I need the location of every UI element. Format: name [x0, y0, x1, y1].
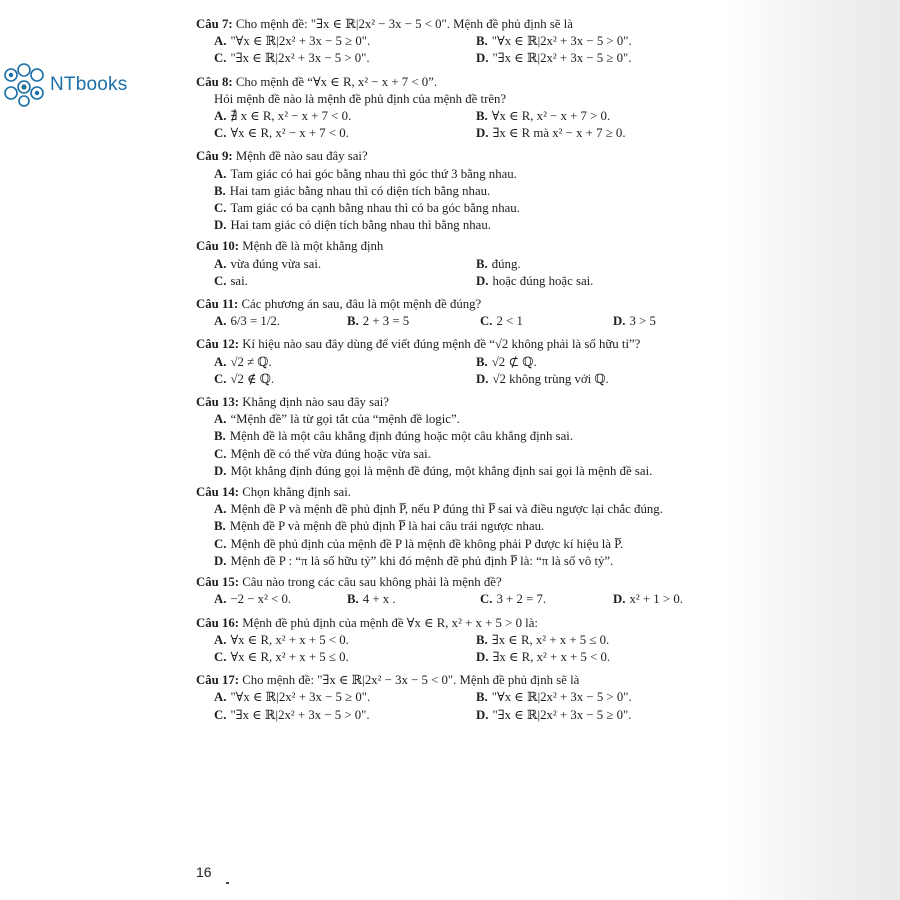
- question-number: Câu 11:: [196, 297, 239, 312]
- question-stem: [196, 484, 751, 501]
- answer-option: [214, 371, 476, 388]
- page-edge-shadow: [740, 0, 900, 900]
- question-block: [196, 484, 751, 570]
- answer-option: [476, 689, 738, 706]
- answer-option: [214, 446, 751, 463]
- option-text: ∀x ∈ R, x² + x + 5 < 0.: [230, 632, 349, 647]
- option-text: "∃x ∈ ℝ|2x² + 3x − 5 ≥ 0".: [492, 51, 632, 66]
- option-text: 2 < 1: [496, 314, 523, 329]
- answer-option: [214, 33, 476, 50]
- brand-logo: [2, 62, 127, 108]
- answer-option: [214, 649, 476, 666]
- answer-option: [214, 428, 751, 445]
- option-text: Tam giác có hai góc bằng nhau thì góc thứ 3 bằng nhau.: [230, 166, 517, 181]
- option-label: B.: [214, 519, 226, 534]
- option-text: Mệnh đề P : “π là số hữu tỷ” khi đó mệnh đề phủ định P̅ là: “π là số vô tỷ”.: [230, 553, 614, 568]
- question-number: Câu 14:: [196, 485, 240, 500]
- answer-option: [476, 256, 738, 273]
- option-label: D.: [476, 707, 489, 722]
- option-text: Tam giác có ba cạnh bằng nhau thì có ba góc bằng nhau.: [230, 201, 520, 216]
- option-row: [214, 33, 751, 50]
- option-row: [214, 591, 751, 608]
- option-label: A.: [214, 690, 227, 705]
- answer-option: [214, 553, 751, 570]
- answer-option: [214, 273, 476, 290]
- option-row: [214, 707, 751, 724]
- option-label: C.: [214, 273, 227, 288]
- answer-option: [476, 371, 738, 388]
- answer-option: [214, 313, 347, 330]
- answer-option: [214, 707, 476, 724]
- option-text: Mệnh đề có thể vừa đúng hoặc vừa sai.: [230, 446, 431, 461]
- option-label: A.: [214, 166, 227, 181]
- option-text: "∃x ∈ ℝ|2x² + 3x − 5 > 0".: [230, 707, 370, 722]
- answer-option: [214, 166, 751, 183]
- option-text: sai.: [230, 273, 248, 288]
- question-stem: [196, 74, 751, 91]
- question-block: [196, 16, 751, 68]
- answer-option: [613, 591, 746, 608]
- answer-option: [214, 50, 476, 67]
- question-block: [196, 574, 751, 608]
- option-text: √2 ⊄ ℚ.: [491, 354, 537, 369]
- question-stem: [196, 148, 751, 165]
- question-number: Câu 17:: [196, 673, 240, 688]
- option-label: A.: [214, 34, 227, 49]
- brand-name: NTbooks: [50, 74, 128, 95]
- option-text: Hai tam giác có diện tích bằng nhau thì bằng nhau.: [230, 218, 491, 233]
- option-text: x² + 1 > 0.: [629, 592, 683, 607]
- option-label: D.: [476, 649, 489, 664]
- option-text: "∀x ∈ ℝ|2x² + 3x − 5 ≥ 0".: [230, 690, 371, 705]
- option-label: C.: [214, 201, 227, 216]
- option-text: −2 − x² < 0.: [230, 592, 292, 607]
- option-text: 6/3 = 1/2.: [230, 314, 280, 329]
- option-label: B.: [347, 314, 359, 329]
- option-text: √2 không trùng với ℚ.: [492, 371, 609, 386]
- option-row: [214, 313, 751, 330]
- question-block: [196, 336, 751, 388]
- question-text: Mệnh đề là một khẳng định: [242, 239, 384, 254]
- question-text: Cho mệnh đề “∀x ∈ R, x² − x + 7 < 0”.: [235, 74, 438, 89]
- question-list: [196, 16, 751, 724]
- option-text: Mệnh đề P và mệnh đề phủ định P̅ là hai câu trái ngược nhau.: [229, 519, 545, 534]
- option-text: √2 ∉ ℚ.: [230, 371, 275, 386]
- option-text: "∀x ∈ ℝ|2x² + 3x − 5 ≥ 0".: [230, 34, 371, 49]
- option-text: √2 ≠ ℚ.: [230, 354, 272, 369]
- answer-option: [476, 649, 738, 666]
- answer-option: [613, 313, 746, 330]
- question-block: [196, 394, 751, 480]
- answer-option: [214, 125, 476, 142]
- answer-option: [476, 33, 738, 50]
- option-label: D.: [613, 314, 626, 329]
- option-label: C.: [214, 126, 227, 141]
- answer-option: [214, 217, 751, 234]
- question-stem: [196, 336, 751, 353]
- question-block: [196, 148, 751, 234]
- option-row: [214, 256, 751, 273]
- answer-option: [214, 536, 751, 553]
- option-label: C.: [214, 446, 227, 461]
- question-number: Câu 9:: [196, 149, 233, 164]
- option-row: [214, 649, 751, 666]
- option-label: A.: [214, 632, 227, 647]
- option-row: [214, 50, 751, 67]
- question-number: Câu 16:: [196, 615, 240, 630]
- answer-option: [214, 463, 751, 480]
- option-label: D.: [214, 463, 227, 478]
- option-label: D.: [476, 371, 489, 386]
- option-text: 2 + 3 = 5: [362, 314, 410, 329]
- answer-option: [214, 632, 476, 649]
- question-text: Câu nào trong các câu sau không phải là mệnh đề?: [242, 575, 502, 590]
- option-row: [214, 632, 751, 649]
- question-block: [196, 296, 751, 330]
- option-label: D.: [613, 592, 626, 607]
- option-text: ∀x ∈ R, x² + x + 5 ≤ 0.: [230, 649, 349, 664]
- question-text: Chọn khẳng định sai.: [242, 485, 351, 500]
- option-text: ∃x ∈ R, x² + x + 5 ≤ 0.: [491, 632, 610, 647]
- option-text: Mệnh đề P và mệnh đề phủ định P̅, nếu P đúng thì P̅ sai và điều ngược lại chắc đúng.: [230, 502, 663, 517]
- question-block: [196, 615, 751, 667]
- option-row: [214, 371, 751, 388]
- question-number: Câu 10:: [196, 239, 240, 254]
- option-row: [214, 125, 751, 142]
- molecule-logo-icon: [2, 63, 46, 107]
- option-text: vừa đúng vừa sai.: [230, 256, 322, 271]
- answer-option: [214, 200, 751, 217]
- question-text: Mệnh đề nào sau đây sai?: [235, 149, 368, 164]
- answer-option: [480, 313, 613, 330]
- answer-option: [476, 108, 738, 125]
- question-stem: [196, 16, 751, 33]
- option-label: A.: [214, 412, 227, 427]
- answer-option: [214, 411, 751, 428]
- option-text: "∃x ∈ ℝ|2x² + 3x − 5 > 0".: [230, 51, 370, 66]
- question-number: Câu 8:: [196, 74, 233, 89]
- option-label: A.: [214, 502, 227, 517]
- option-text: ∃x ∈ R, x² + x + 5 < 0.: [492, 649, 611, 664]
- question-subtext: Hỏi mệnh đề nào là mệnh đề phủ định của mệnh đề trên?: [214, 91, 507, 106]
- answer-option: [214, 183, 751, 200]
- option-text: ∀x ∈ R, x² − x + 7 > 0.: [491, 109, 611, 124]
- question-text: Cho mệnh đề: "∃x ∈ ℝ|2x² − 3x − 5 < 0". Mệnh đề phủ định sẽ là: [242, 673, 580, 688]
- question-number: Câu 15:: [196, 575, 240, 590]
- option-text: "∀x ∈ ℝ|2x² + 3x − 5 > 0".: [491, 690, 632, 705]
- option-label: D.: [476, 273, 489, 288]
- option-text: ∀x ∈ R, x² − x + 7 < 0.: [230, 126, 349, 141]
- option-label: A.: [214, 109, 227, 124]
- option-label: C.: [214, 707, 227, 722]
- answer-option: [476, 125, 738, 142]
- option-label: C.: [214, 371, 227, 386]
- option-text: Một khẳng định đúng gọi là mệnh đề đúng, một khẳng định sai gọi là mệnh đề sai.: [230, 463, 653, 478]
- question-stem: [196, 238, 751, 255]
- answer-option: [480, 591, 613, 608]
- question-number: Câu 13:: [196, 395, 240, 410]
- option-label: B.: [214, 429, 226, 444]
- option-label: D.: [476, 51, 489, 66]
- question-number: Câu 7:: [196, 17, 233, 31]
- option-label: B.: [214, 183, 226, 198]
- answer-option: [214, 256, 476, 273]
- option-label: B.: [476, 690, 488, 705]
- question-stem: [196, 672, 751, 689]
- answer-option: [476, 354, 738, 371]
- question-text: Các phương án sau, đâu là một mệnh đề đúng?: [241, 297, 482, 312]
- option-label: C.: [214, 51, 227, 66]
- option-label: B.: [476, 34, 488, 49]
- option-label: B.: [476, 632, 488, 647]
- question-text: Cho mệnh đề: "∃x ∈ ℝ|2x² − 3x − 5 < 0". Mệnh đề phủ định sẽ là: [235, 17, 573, 31]
- answer-option: [476, 632, 738, 649]
- option-text: Mệnh đề là một câu khẳng định đúng hoặc một câu khẳng định sai.: [229, 429, 574, 444]
- question-stem: [196, 296, 751, 313]
- answer-option: [476, 273, 738, 290]
- option-text: ∃x ∈ R mà x² − x + 7 ≥ 0.: [492, 126, 626, 141]
- option-label: B.: [347, 592, 359, 607]
- option-text: Mệnh đề phủ định của mệnh đề P là mệnh đề không phải P được kí hiệu là P̅.: [230, 536, 624, 551]
- answer-option: [214, 518, 751, 535]
- answer-option: [214, 591, 347, 608]
- option-label: C.: [480, 592, 493, 607]
- option-label: B.: [476, 109, 488, 124]
- option-label: D.: [214, 218, 227, 233]
- page-number: 16: [196, 864, 212, 880]
- answer-option: [214, 354, 476, 371]
- question-block: [196, 238, 751, 290]
- option-text: ∄ x ∈ R, x² − x + 7 < 0.: [230, 109, 352, 124]
- answer-option: [476, 50, 738, 67]
- question-text: Kí hiệu nào sau đây dùng để viết đúng mệnh đề “√2 không phải là số hữu tỉ”?: [242, 337, 641, 352]
- option-label: A.: [214, 256, 227, 271]
- option-text: "∃x ∈ ℝ|2x² + 3x − 5 ≥ 0".: [492, 707, 632, 722]
- option-text: hoặc đúng hoặc sai.: [492, 273, 594, 288]
- option-row: [214, 273, 751, 290]
- option-label: D.: [214, 553, 227, 568]
- answer-option: [214, 108, 476, 125]
- question-block: [196, 672, 751, 724]
- answer-option: [214, 689, 476, 706]
- option-label: D.: [476, 126, 489, 141]
- option-label: B.: [476, 354, 488, 369]
- option-row: [214, 108, 751, 125]
- option-text: 3 + 2 = 7.: [496, 592, 547, 607]
- answer-option: [214, 501, 751, 518]
- question-stem: [196, 615, 751, 632]
- question-stem: [196, 394, 751, 411]
- question-text: Mệnh đề phủ định của mệnh đề ∀x ∈ R, x² + x + 5 > 0 là:: [242, 615, 538, 630]
- question-text: Khẳng định nào sau đây sai?: [242, 395, 389, 410]
- option-text: “Mệnh đề” là từ gọi tắt của “mệnh đề logic”.: [230, 412, 460, 427]
- option-text: Hai tam giác bằng nhau thì có diện tích bằng nhau.: [229, 183, 491, 198]
- option-text: đúng.: [491, 256, 521, 271]
- option-text: "∀x ∈ ℝ|2x² + 3x − 5 > 0".: [491, 34, 632, 49]
- option-label: A.: [214, 314, 227, 329]
- question-number: Câu 12:: [196, 337, 240, 352]
- option-text: 4 + x .: [362, 592, 396, 607]
- option-label: B.: [476, 256, 488, 271]
- question-block: [196, 74, 751, 143]
- answer-option: [347, 591, 480, 608]
- option-label: A.: [214, 592, 227, 607]
- option-label: C.: [214, 649, 227, 664]
- option-row: [214, 354, 751, 371]
- print-mark: [226, 882, 229, 884]
- option-label: C.: [214, 536, 227, 551]
- option-row: [214, 689, 751, 706]
- question-stem: [196, 574, 751, 591]
- option-label: A.: [214, 354, 227, 369]
- option-text: 3 > 5: [629, 314, 656, 329]
- answer-option: [476, 707, 738, 724]
- option-label: C.: [480, 314, 493, 329]
- answer-option: [347, 313, 480, 330]
